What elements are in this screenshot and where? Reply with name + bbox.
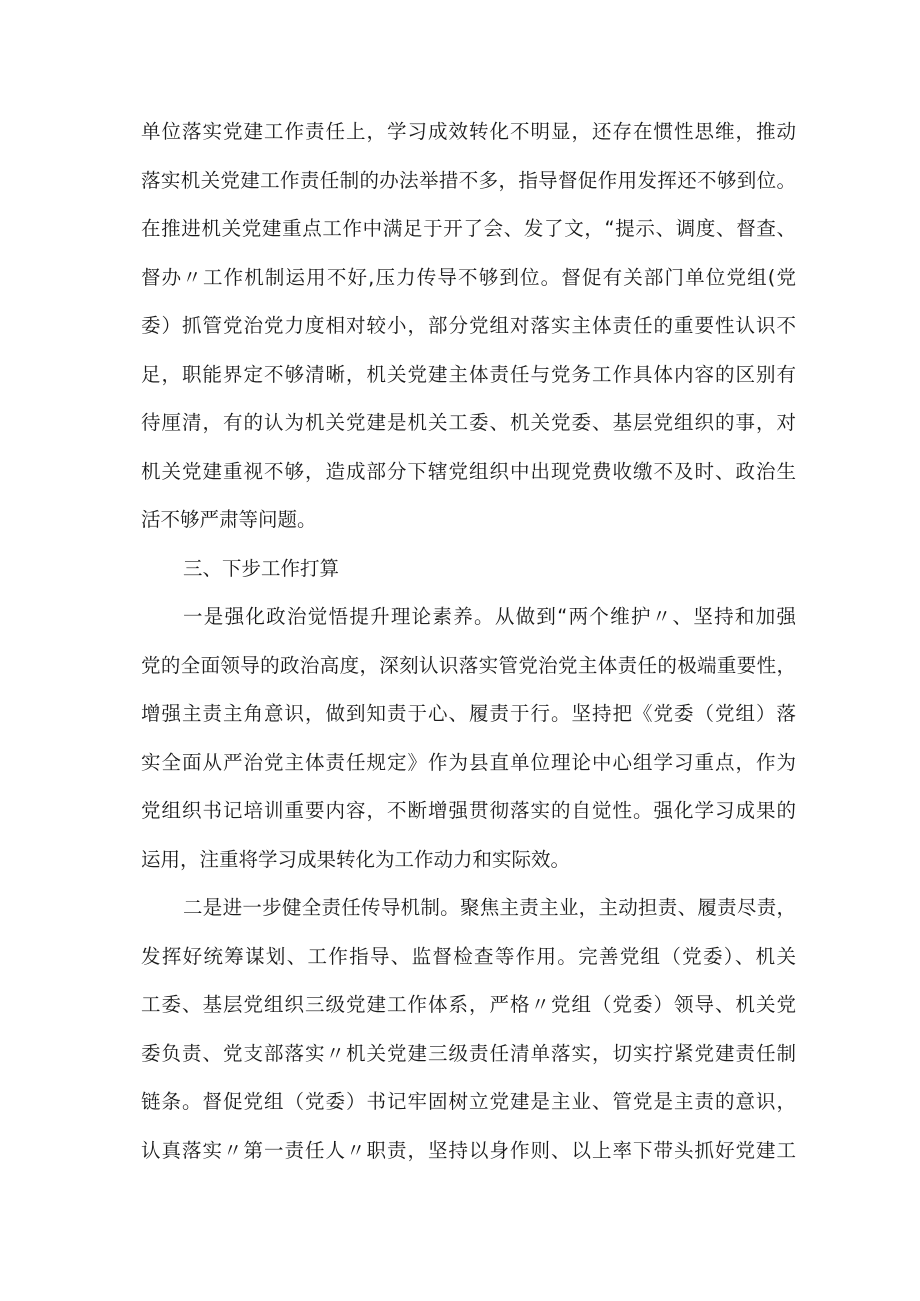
text-line: 单位落实党建工作责任上，学习成效转化不明显，还存在惯性思维，推动 (141, 120, 796, 143)
text-line: 委负责、党支部落实〃机关党建三级责任清单落实，切实拧紧党建责任制 (141, 1041, 796, 1065)
text-line: 督办〃工作机制运用不好,压力传导不够到位。督促有关部门单位党组(党 (141, 265, 796, 289)
text-line: 工委、基层党组织三级党建工作体系，严格〃党组（党委）领导、机关党 (141, 993, 796, 1016)
text-line: 党的全面领导的政治高度，深刻认识落实管党治党主体责任的极端重要性， (141, 653, 796, 677)
text-line: 增强主责主角意识，做到知责于心、履责于行。坚持把《党委（党组）落 (141, 702, 796, 725)
text-line: 落实机关党建工作责任制的办法举措不多，指导督促作用发挥还不够到位。 (141, 168, 796, 192)
section-heading: 三、下步工作打算 (183, 556, 340, 580)
text-line: 机关党建重视不够，造成部分下辖党组织中出现党费收缴不及时、政治生 (141, 459, 796, 483)
text-line: 认真落实〃第一责任人〃职责，坚持以身作则、以上率下带头抓好党建工 (141, 1138, 796, 1162)
text-line: 足，职能界定不够清晰，机关党建主体责任与党务工作具体内容的区别有 (141, 362, 796, 386)
document-body (141, 112, 796, 1179)
text-line: 一是强化政治觉悟提升理论素养。从做到“两个维护〃、坚持和加强 (183, 605, 796, 628)
text-line: 委）抓管党治党力度相对较小，部分党组对落实主体责任的重要性认识不 (141, 314, 796, 337)
text-line: 活不够严肃等问题。 (141, 508, 317, 531)
text-line: 链条。督促党组（党委）书记牢固树立党建是主业、管党是主责的意识， (141, 1090, 796, 1113)
text-line: 发挥好统筹谋划、工作指导、监督检查等作用。完善党组（党委）、机关 (141, 944, 796, 968)
text-line: 在推进机关党建重点工作中满足于开了会、发了文，“提示、调度、督查、 (141, 217, 796, 240)
text-line: 二是进一步健全责任传导机制。聚焦主责主业，主动担责、履责尽责， (183, 896, 796, 919)
text-line: 实全面从严治党主体责任规定》作为县直单位理论中心组学习重点，作为 (141, 750, 796, 774)
text-line: 待厘清，有的认为机关党建是机关工委、机关党委、基层党组织的事，对 (141, 411, 796, 434)
text-line: 运用，注重将学习成果转化为工作动力和实际效。 (141, 847, 571, 871)
text-line: 党组织书记培训重要内容，不断增强贯彻落实的自觉性。强化学习成果的 (141, 799, 796, 822)
